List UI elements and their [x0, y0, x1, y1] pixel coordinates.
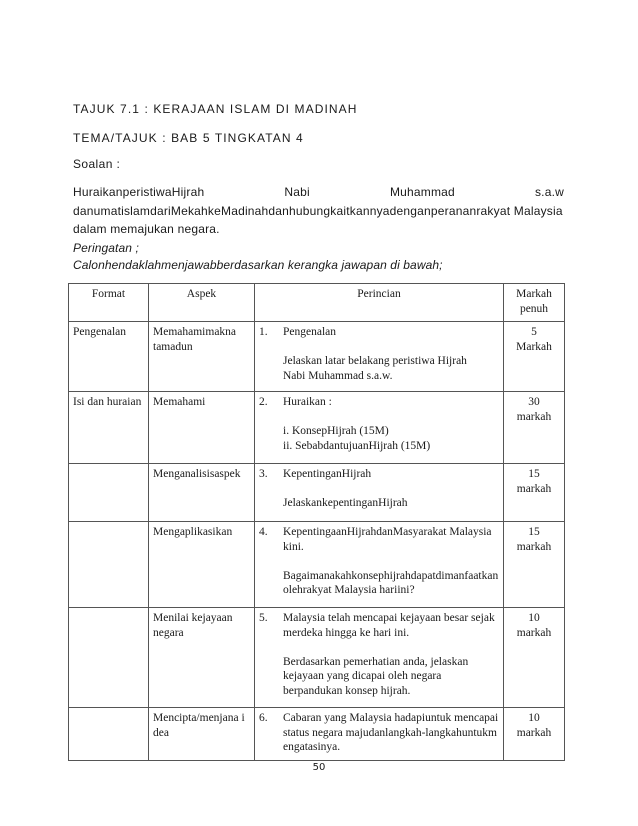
- markah-value: 15: [528, 468, 540, 480]
- cell-perincian: [255, 708, 504, 761]
- question-line-2: danumatislamdariMekahkeMadinahdanhubungkaitkannyadenganperananrakyat Malaysia: [73, 203, 563, 218]
- cell-markah: [504, 522, 565, 608]
- markah-value: 10: [528, 612, 540, 624]
- cell-format: [69, 522, 149, 608]
- item-detail: Jelaskan latar belakang peristiwa Hijrah: [283, 355, 467, 367]
- cell-aspek: Memahamimakna tamadun: [149, 322, 255, 392]
- question-word: Nabi: [284, 185, 310, 199]
- cell-markah: [504, 392, 565, 464]
- markah-value: 15: [528, 526, 540, 538]
- item-title: Huraikan :: [283, 396, 332, 408]
- cell-aspek: Mencipta/menjana idea: [149, 708, 255, 761]
- cell-aspek: Menganalisisaspek: [149, 464, 255, 522]
- note-line-1: Peringatan ;: [73, 241, 139, 255]
- table-row: [69, 392, 565, 464]
- table-row: [69, 522, 565, 608]
- header-markah-line-2: penuh: [519, 302, 549, 315]
- item-detail: JelaskankepentinganHijrah: [283, 497, 408, 509]
- topic-title: TAJUK 7.1 : KERAJAAN ISLAM DI MADINAH: [73, 102, 358, 116]
- item-number: 3.: [259, 468, 268, 480]
- item-detail: i. KonsepHijrah (15M): [283, 425, 389, 437]
- item-number: 4.: [259, 526, 268, 538]
- cell-markah: [504, 708, 565, 761]
- question-line-1: [73, 183, 564, 202]
- item-title: KepentingaanHijrahdanMasyarakat Malaysia kini.: [283, 526, 492, 553]
- item-detail: ii. SebabdantujuanHijrah (15M): [283, 439, 431, 452]
- cell-aspek: Menilai kejayaan negara: [149, 608, 255, 708]
- cell-markah: [504, 608, 565, 708]
- cell-perincian: [255, 392, 504, 464]
- item-detail: Nabi Muhammad s.a.w.: [283, 369, 393, 382]
- cell-format: [69, 464, 149, 522]
- cell-aspek: Memahami: [149, 392, 255, 464]
- theme-title: TEMA/TAJUK : BAB 5 TINGKATAN 4: [73, 131, 304, 145]
- cell-perincian: [255, 608, 504, 708]
- cell-perincian: [255, 464, 504, 522]
- table-row: [69, 464, 565, 522]
- markah-unit: markah: [516, 726, 552, 739]
- cell-perincian: [255, 322, 504, 392]
- markah-value: 10: [528, 712, 540, 724]
- item-number: 2.: [259, 396, 268, 408]
- item-title: Cabaran yang Malaysia hadapiuntuk mencapai status negara majudanlangkah-langkahuntukmengatasinya.: [283, 712, 499, 753]
- item-detail: Berdasarkan pemerhatian anda, jelaskan kejayaan yang dicapai oleh negara berpandukan konsep hijrah.: [283, 655, 469, 697]
- instruction-note: [73, 240, 564, 274]
- question-text: [73, 183, 564, 239]
- markah-unit: markah: [516, 626, 552, 639]
- table-row: [69, 608, 565, 708]
- header-format: Format: [69, 284, 149, 322]
- item-number: 5.: [259, 612, 268, 624]
- cell-format: [69, 608, 149, 708]
- item-title: Malaysia telah mencapai kejayaan besar sejak merdeka hingga ke hari ini.: [283, 612, 495, 639]
- cell-markah: [504, 464, 565, 522]
- item-number: 1.: [259, 326, 268, 338]
- header-aspek: Aspek: [149, 284, 255, 322]
- cell-aspek: Mengaplikasikan: [149, 522, 255, 608]
- markah-unit: markah: [516, 482, 552, 495]
- header-markah-line-1: Markah: [516, 288, 552, 300]
- cell-perincian: [255, 522, 504, 608]
- cell-format: [69, 708, 149, 761]
- table-row: [69, 708, 565, 761]
- page-number: 50: [312, 762, 326, 773]
- question-line-3: dalam memajukan negara.: [73, 222, 220, 236]
- item-title: Pengenalan: [283, 326, 337, 338]
- item-detail: Bagaimanakahkonsephijrahdapatdimanfaatkanolehrakyat Malaysia hariini?: [283, 569, 499, 596]
- table-header-row: [69, 284, 565, 322]
- item-title: KepentinganHijrah: [283, 468, 372, 480]
- table-row: [69, 322, 565, 392]
- header-markah: [504, 284, 565, 322]
- markah-unit: Markah: [516, 340, 552, 353]
- question-word: Muhammad: [389, 185, 455, 199]
- cell-format: Isi dan huraian: [69, 392, 149, 464]
- markah-value: 5: [531, 326, 537, 338]
- markah-value: 30: [528, 396, 540, 408]
- question-word: s.a.w: [534, 185, 564, 199]
- header-perincian: Perincian: [255, 284, 504, 322]
- markah-unit: markah: [516, 540, 552, 553]
- item-number: 6.: [259, 712, 268, 724]
- markah-unit: markah: [516, 410, 552, 423]
- cell-markah: [504, 322, 565, 392]
- question-word: HuraikanperistiwaHijrah: [73, 185, 205, 199]
- answer-framework-table: [68, 283, 565, 761]
- note-line-2: Calonhendaklahmenjawabberdasarkan kerangka jawapan di bawah;: [73, 258, 443, 272]
- question-label: Soalan :: [73, 157, 121, 171]
- cell-format: Pengenalan: [69, 322, 149, 392]
